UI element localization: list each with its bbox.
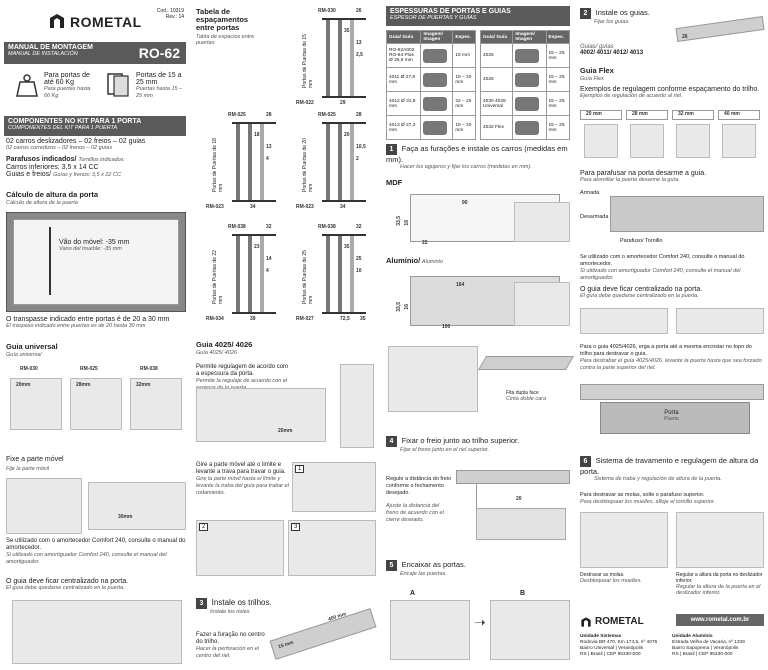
aluminio-dim-3: 16 [404,304,410,310]
profile-dim-3: 10 [356,268,362,274]
step2-illustration [676,4,764,50]
flex-dims-row [580,110,764,162]
guia-cell: 4026 [481,68,513,92]
profile-dim-2: 14 [266,256,272,262]
porta-label: Porta [664,410,679,416]
g4025-note [580,344,764,372]
flex-title: Guia Flex [580,66,614,75]
guia-image-cell [421,68,453,92]
profile-bottom-width: 39 [250,316,256,322]
espes-cell: 22 – 25 mm [453,92,476,116]
guia-image-cell [421,116,453,140]
components-subtitle: COMPONENTES DEL KIT PARA 1 PUERTA [8,125,118,131]
table-row [481,92,570,116]
label-a: A [410,590,416,597]
step6-number: 6 [580,456,591,467]
guia-image-cell [513,116,546,140]
rail-illustration [270,604,376,664]
height-title: Cálculo de altura da porta [6,190,99,199]
guia-image-cell [421,44,453,68]
mdf-diagram [396,188,570,248]
step5-subtitle: Encaje las puertas. [400,571,447,577]
gire-step-3 [288,520,376,576]
table-row [481,116,570,140]
gire-step-1 [292,462,376,512]
profile-bottom-width-2: 35 [360,316,366,322]
flex-dim-label: 40 mm [724,111,740,117]
rometal-logo-icon [580,616,592,628]
flex-amort-text-es: Si utilizado con amortiguador Comfort 240, consulte el manual del amortiguador. [580,268,741,281]
espes-cell: 18 – 20 mm [453,116,476,140]
fix-amort-text: Se utilizado com o amortecedor Comfort 240, consulte o manual do amortecedor. [6,538,186,551]
height-arrow [49,227,51,295]
components-list [6,138,186,179]
guia-label: RM-025 [80,366,98,372]
guia4025-door-illustration [196,388,326,442]
screws-line-2-es: Guías y frenos: 3,5 x 22 CC [53,172,121,178]
step2-subtitle: Fijar los guías. [594,19,630,25]
flex-dim-label: 32 mm [678,111,694,117]
guia-label: RM-030 [20,366,38,372]
guia-dim: 20mm [16,382,31,388]
step1-subtitle: Hacer los agujeros y fijar los carros (medidas en mm). [400,164,532,170]
footer-url[interactable]: www.rometal.com.br [676,614,764,626]
gire-step-2 [196,520,284,576]
components-title: COMPONENTES NO KIT PARA 1 PORTA [8,118,142,125]
brand-logo [48,10,148,32]
espes-cell: 15 mm [453,44,476,68]
table-row [387,44,476,68]
espes-cell: 18 – 20 mm [453,68,476,92]
flex-dim-example [672,110,714,160]
espessuras-subtitle: ESPESOR DE PUERTAS Y GUÍAS [390,15,477,21]
guia-dim: 28mm [76,382,91,388]
fita-illustration [386,346,570,416]
step3-text-es: Hacer la perforación en el centro del riel. [196,646,259,659]
guia-cell: 4012 Ø 31,8 mm [387,92,421,116]
step5-title: Encaixar as portas. [401,560,466,569]
flex-screw-text-es: Para atornillar la puerta desarme la guía. [580,177,680,183]
table-row [481,44,570,68]
profile-door-label: Portas de Puertas de 15 mm [302,34,314,88]
profile-width: 28 [356,112,362,118]
profile-bottom-code: RM-023 [206,204,224,210]
profile-code: RM-038 [318,224,336,230]
profile-bottom-width: 34 [250,204,256,210]
step5-arrow-icon: ➝ [474,614,486,630]
fita-text: Fita dupla face [506,390,539,396]
profile-dim-1: 35 [344,244,350,250]
guias-codes: 4002/ 4011/ 4012/ 4013 [580,50,644,56]
column-3 [386,4,570,666]
gire-text-es: Gire la parte móvil hasta el límite y levante la traba del guía para trabar el rodamiento. [196,476,289,496]
cabinet-diagram [6,212,186,312]
fita-text-es: Cinta doble cara [506,396,547,402]
table-row [387,116,476,140]
tabela-title: Tabela de espaçamentos entre portas [196,7,249,32]
desarmada-label: Desarmada [580,214,609,220]
profile-door-label: Portas de Puertas de 20 mm [302,138,314,192]
manual-title: MANUAL DE MONTAGEM [8,44,93,51]
table-row [387,68,476,92]
mdf-dim-4: 22 [422,240,428,246]
unit-sistemas [580,634,670,658]
step2-header [580,8,670,25]
cod-text: Cod.: 10319 [156,8,184,14]
regular-text-es: Regular la altura de la puerta en el deslizador inferior. [676,584,761,596]
brand-name: ROMETAL [70,14,142,30]
profile-bottom-code: RM-034 [206,316,224,322]
profile-dim-2: 10,5 [356,144,366,150]
transpasse-text: O transpasse indicado entre portas é de 20 a 30 mm [6,316,170,323]
mdf-dim-3: 16 [404,220,410,226]
unit-address: Estrada Velha de Vacaria, nº 1339 [672,640,745,645]
table-row [387,92,476,116]
flex-center-text: O guia deve ficar centralizado na porta. [580,286,703,293]
footer-brand: ROMETAL [595,616,644,627]
col-imagem: Imagem/ Imagen [513,31,546,44]
flex-dim-example [718,110,760,160]
profile-dim-1: 35 [344,28,350,34]
vao-text-es: Vano del mueble: -35 mm [59,246,122,252]
profile-dim-2: 25 [356,256,362,262]
flex-example-text-es: Ejemplos de regulación de acuerdo al riel. [580,93,683,99]
profile-door-label: Portas de Puertas de 22 mm [212,250,224,304]
thickness-text: Portas de 15 a 25 mm [136,72,182,86]
fix-center-text: O guia deve ficar centralizado na porta. [6,578,129,585]
step1-title: Faça as furações e instale os carros (medidas em mm). [386,144,568,164]
model-code: RO-62 [138,45,180,61]
unit-title: Unidade Alumínio [672,634,713,639]
profile-width: 26 [356,8,362,14]
step4-number: 4 [386,436,397,447]
aluminio-diagram [396,268,570,332]
table-row [481,68,570,92]
step6-text-es: Para desbloquear los muelles, afloje el tornillo superior. [580,499,715,505]
profile-door-label: Portas de Puertas de 25 mm [302,250,314,304]
doc-code [154,8,184,20]
profile-dim-3: 2,5 [356,52,363,58]
height-subtitle: Cálculo de altura de la puerta [6,200,78,206]
profile-width: 28 [266,112,272,118]
label-b: B [520,590,526,597]
col-espes: Espes. [546,31,570,44]
gire-text-pt: Gire a parte móvel até o limite e levante a trava para travar o guia. [196,462,286,475]
weight-text: Para portas de até 60 Kg [44,72,90,86]
step3-number: 3 [196,598,207,609]
flex-amort [580,254,764,282]
flex-dim-example [626,110,668,160]
height-note [6,316,186,329]
g4025-note-text: Para o guia 4025/4026, erga a porta até a mesma encostar no topo do trilho para destravar o guia. [580,344,752,357]
profile-bottom-width: 34 [340,204,346,210]
aluminio-dim-1: 164 [456,282,465,288]
mdf-label: MDF [386,178,403,187]
guia-image-cell [421,92,453,116]
profile-bottom-code: RM-022 [296,100,314,106]
thickness-spec [104,68,186,108]
unit-address: Bairro Universal | Veranópolis [580,646,644,651]
guia-cell: RO-62A002 RO-64 Plus Ø 25,8 mm [387,44,421,68]
weight-text-es: Para puertas hasta 60 Kg [44,86,91,99]
profile-code: RM-025 [228,112,246,118]
aluminio-label-es: Aluminio [421,259,443,265]
step-number: 1 [295,465,304,473]
guia4025-text-es: Permite la regulaje de acuerdo con el [196,378,288,384]
step4-subtitle: Fijar el freno junto en el riel superior. [400,447,490,453]
destravar-text: Destravar as molas. [580,572,625,578]
guia4025-title: Guia 4025/ 4026 [196,340,253,349]
col-espes: Espes. [453,31,476,44]
profile-bottom-width: 29 [340,100,346,106]
fix-center [6,578,186,591]
column-2 [196,4,376,666]
profile-dim-2: 13 [356,40,362,46]
aluminio-label-pt: Alumínio/ [386,256,421,265]
door-thickness-icon [104,70,132,98]
components-line-es: 02 carros corredizos – 02 frenos – 02 guías [6,145,113,151]
fix-dim: 30mm [118,514,133,520]
guia-dim: 32mm [136,382,151,388]
step4-header [386,436,570,453]
unit-aluminio [672,634,764,658]
fix-amort-text-es: Si utilizado con amortiguador Comfort 240, consulte el manual del amortiguador. [6,552,167,565]
profile-dim-1: 23 [254,244,260,250]
rail-dim-1: 15 mm [277,639,295,651]
guia-image-cell [513,44,546,68]
thickness-text-es: Puertas hasta 15 – 25 mm [136,86,183,99]
components-band [4,116,186,136]
profile-bottom-code: RM-023 [296,204,314,210]
screws-line-2: Guias e freios/ [6,171,52,178]
fix-title: Fixe a parte móvel [6,456,64,463]
espes-cell: 15 – 25 mm [546,68,570,92]
profile-width: 32 [266,224,272,230]
flex-amort-text: Se utilizado com o amortecedor Comfort 240, consulte o manual do amortecedor. [580,254,745,267]
aluminio-label [386,256,443,265]
aluminio-dim-4: 100 [442,324,451,330]
step6-illustration [580,512,764,572]
unit-title: Unidade Sistemas [580,634,622,639]
col-guia: Guia/ Guía [387,31,421,44]
step6-text [580,492,764,506]
step4-text-es: Ajuste la distancia del freno de acuerdo con el cierre deseado. [386,503,444,523]
step1-number: 1 [386,144,397,155]
profile-diagram [206,224,286,328]
aluminio-dim-2: 33,5 [396,302,402,312]
screws-line-1: Carros inferiores: 3,5 x 14 CC [6,164,99,171]
guia-cell: 4032 Flex [481,116,513,140]
destravar-text-es: Desbloquear los muelles. [580,578,642,584]
rometal-logo-icon [48,12,66,30]
step5-illustration-b [490,590,570,662]
mdf-dim-1: 90 [462,200,468,206]
profile-bottom-code: RM-027 [296,316,314,322]
step2-dim: 26 [682,34,688,40]
guia-universal-title: Guia universal [6,342,58,351]
unit-address: Rodovia BR 470, Km 174,5, nº 4075 [580,640,658,645]
profile-dim-2: 13 [266,144,272,150]
g4025-note-text-es: Para destrabar el guía 4025/4026, levante la puerta hasta que sea forzado contra la parte superior del riel. [580,358,762,371]
fix-illustration [6,478,186,534]
guia-image-cell [513,92,546,116]
step6-text-pt: Para destravar as molas, solte o parafuso superior. [580,492,705,498]
step6-title: Sistema de travamento e regulagem de altura da porta. [580,456,759,476]
step3-subtitle: Instale los rieles. [210,609,251,615]
step5-illustration-a [390,590,470,662]
profile-code: RM-030 [318,8,336,14]
armada-label: Armada [580,190,600,196]
manual-band [4,42,186,64]
profile-dim-1: 18 [254,132,260,138]
guia4025-part-illustration [340,364,374,448]
unit-address: RS | Brasil | CEP 95330-000 [580,652,641,657]
unit-address: RS | Brasil | CEP 95330-000 [672,652,733,657]
rev-text: Rev.: 14 [165,14,184,20]
manual-subtitle: MANUAL DE INSTALACIÓN [8,51,78,57]
step3-text-pt: Fazer a furação no centro do trilho. [196,632,265,645]
step-number: 2 [199,523,208,531]
fix-center-illustration [12,600,182,664]
profile-diagram [206,112,286,216]
step3-text [196,632,266,660]
column-1 [4,4,186,666]
col-imagem: Imagem/ Imagen [421,31,453,44]
vao-text: Vão do móvel: -35 mm [59,239,130,246]
puerta-label: Puerta [664,416,679,422]
guia-cell: 4030 4028 Universal [481,92,513,116]
step5-number: 5 [386,560,397,571]
flex-dim-label: 20 mm [586,111,602,117]
flex-subtitle: Guía Flex [580,76,604,82]
guia4025-subtitle: Guía 4025/ 4026 [196,350,237,356]
fix-subtitle: Fije la parte móvil [6,466,50,472]
unit-address: Bairro Sapopema | Veranópolis [672,646,739,651]
guia-cell: 4025 [481,44,513,68]
mdf-dim-2: 33,5 [396,216,402,226]
guias-list [580,44,643,56]
weight-spec [14,68,94,108]
step1-header [386,144,570,170]
profile-dim-3: 4 [266,268,269,274]
flex-dim-example [580,110,622,160]
flex-center-text-es: El guía debe quedarse centralizado en la puerta. [580,293,699,299]
step4-title: Fixar o freio junto ao trilho superior. [401,436,520,445]
guia-rm038 [126,366,184,432]
step-number: 3 [291,523,300,531]
profile-diagram [296,224,376,328]
footer [580,614,764,666]
profile-dim-3: 4 [266,156,269,162]
espessuras-table-left [386,30,476,140]
weight-icon [14,72,40,98]
flex-screw-text: Para parafusar na porta desarme a guia. [580,170,707,177]
espes-cell: 15 – 25 mm [546,116,570,140]
guia-cell: 4011 Ø 27,8 mm [387,68,421,92]
col-guia: Guia/ Guía [481,31,513,44]
screws-title: Parafusos indicados/ [6,156,77,163]
step6-header [580,456,764,482]
components-line: 02 carros deslizadores – 02 freios – 02 guias [6,138,146,145]
porta-illustration [580,380,764,436]
guia-label: RM-038 [140,366,158,372]
guias-label: Guias/ guías [580,44,614,50]
screws-title-es: Tornillos indicados: [78,157,125,163]
guia-universal-subtitle: Guía universal [6,352,42,358]
transpasse-text-es: El traspaso indicado entre puertas es de 20 hasta 30 mm [6,323,146,329]
profile-door-label: Portas de Puertas de 18 mm [212,138,224,192]
guia-cell: 4013 Ø 27,3 mm [387,116,421,140]
profile-dim-3: 2 [356,156,359,162]
step4-text [386,476,452,524]
profile-dim-1: 20 [344,132,350,138]
flex-example-text: Exemplos de regulagem conforme espaçamento do trilho. [580,86,760,93]
espessuras-band [386,6,570,26]
tabela-subtitle: Tabla de espacios entre puertas [196,34,255,46]
profile-code: RM-025 [318,112,336,118]
guia4025-text-pt: Permite regulagem de acordo com a espessura da porta. [196,364,289,377]
espes-cell: 15 – 25 mm [546,92,570,116]
flex-example [580,86,764,99]
gire-text [196,462,290,497]
footer-logo [580,616,660,630]
profile-width: 32 [356,224,362,230]
espessuras-title: ESPESSURAS DE PORTAS E GUIAS [390,8,511,15]
flex-armada-illustration [580,190,764,250]
espessuras-table-right [480,30,570,140]
profile-diagram [296,8,376,112]
guia-universal-figs [6,366,186,436]
fix-amort [6,538,186,566]
step5-header [386,560,570,577]
guia-image-cell [513,68,546,92]
flex-center [580,286,764,299]
guia-rm025 [66,366,124,432]
guia-rm030 [6,366,64,432]
brake-illustration [456,466,570,542]
flex-dim-label: 28 mm [632,111,648,117]
step2-title: Instale os guias. [595,8,650,17]
guia4025-dim: 20mm [278,428,293,434]
regular-text: Regular a altura da porta no deslizador inferior. [676,572,763,584]
step6-subtitle: Sistema de traba y regulación de altura de la puerta. [594,476,722,482]
step2-number: 2 [580,8,591,19]
step4-text-pt: Regule a distância do freio conforme o fechamento desejado. [386,476,452,496]
fix-center-text-es: El guía debe quedarse centralizado en la puerta. [6,585,125,591]
column-4 [580,4,764,666]
espes-cell: 15 – 25 mm [546,44,570,68]
profile-diagram [296,112,376,216]
profile-code: RM-038 [228,224,246,230]
profile-bottom-width: 72,5 [340,316,350,322]
parafuso-label: Parafuso/ Tornillo [620,238,663,244]
brake-dim: 20 [516,496,522,502]
flex-screw [580,170,764,183]
rail-dim-2: 400 mm [327,611,348,623]
flex-center-illustration [580,308,764,336]
step3-title: Instale os trilhos. [211,598,272,607]
